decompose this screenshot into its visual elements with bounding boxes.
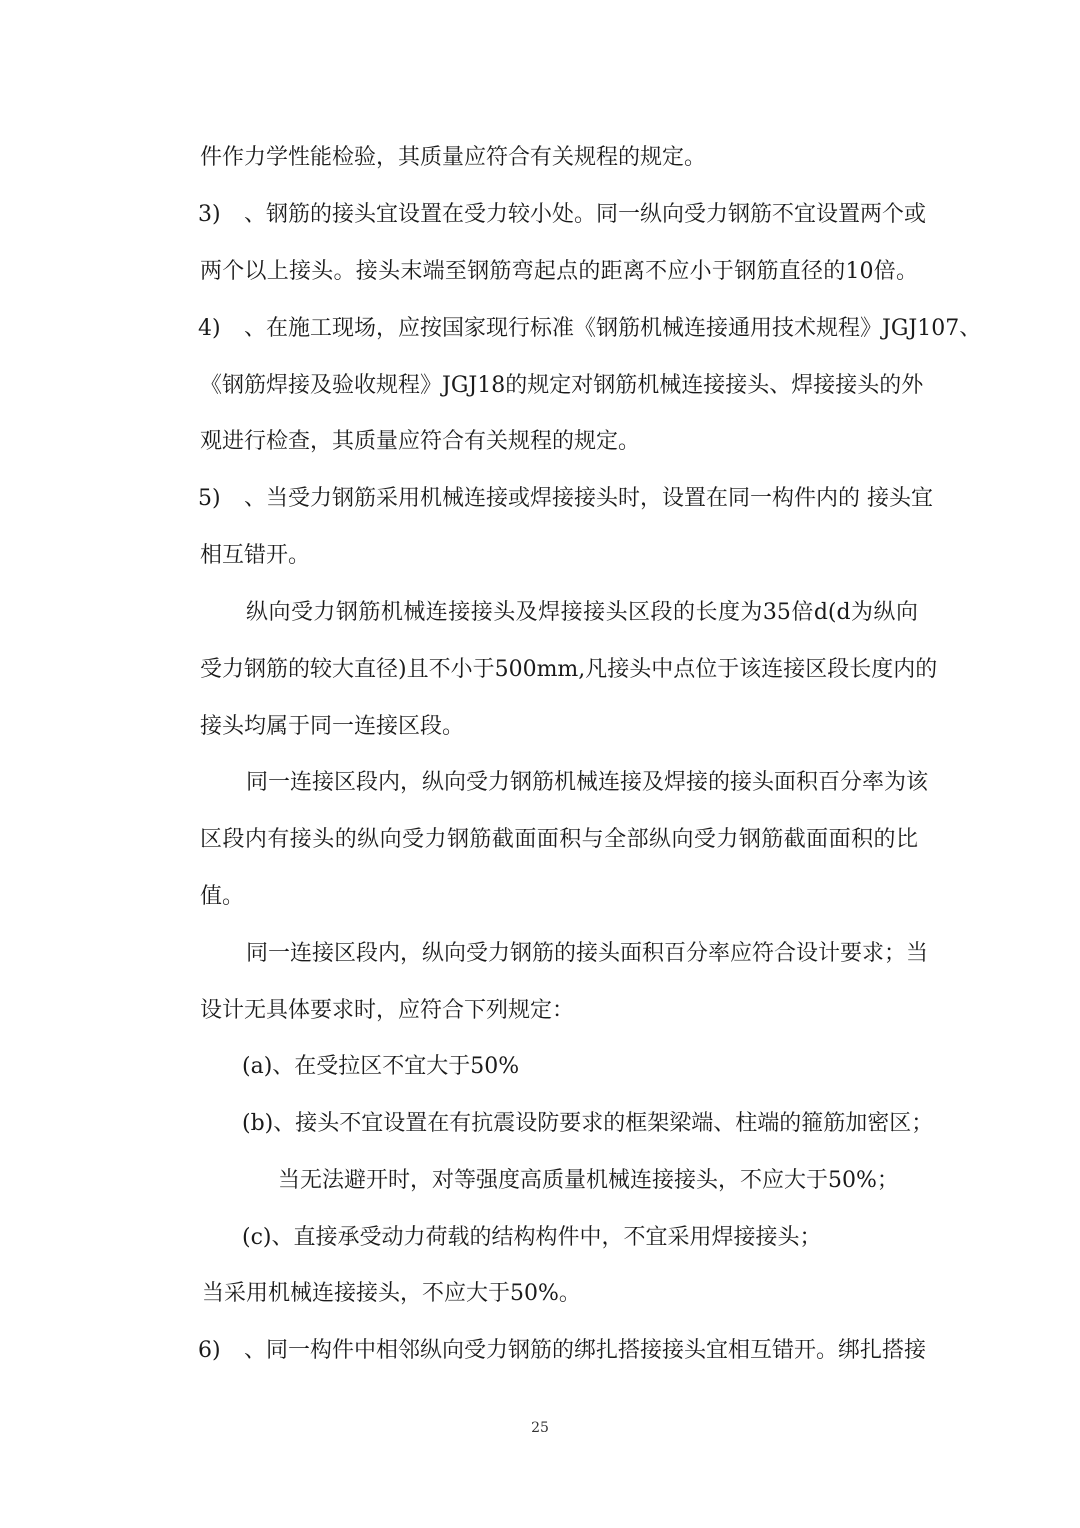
- paragraph-line: 设计无具体要求时，应符合下列规定：: [200, 998, 575, 1023]
- paragraph-line: 受力钢筋的较大直径)且不小于500mm,凡接头中点位于该连接区段长度内的: [200, 657, 938, 682]
- list-item-continuation: 当无法避开时，对等强度高质量机械连接接头，不应大于50%；: [278, 1168, 899, 1193]
- item-number: 4): [198, 316, 221, 341]
- paragraph-line: 接头均属于同一连接区段。: [200, 714, 465, 739]
- item-number: 6): [198, 1338, 221, 1363]
- paragraph-line: 件作力学性能检验，其质量应符合有关规程的规定。: [200, 145, 707, 170]
- paragraph-line: 区段内有接头的纵向受力钢筋截面面积与全部纵向受力钢筋截面面积的比: [200, 827, 918, 852]
- paragraph-line: 同一连接区段内，纵向受力钢筋的接头面积百分率应符合设计要求；当: [246, 941, 929, 966]
- item-text: 、当受力钢筋采用机械连接或焊接接头时，设置在同一构件内的 接头宜: [244, 486, 933, 511]
- item-number: 5): [198, 486, 221, 511]
- paragraph-line: 《钢筋焊接及验收规程》JGJ18的规定对钢筋机械连接接头、焊接接头的外: [200, 373, 924, 398]
- item-text: 、在施工现场，应按国家现行标准《钢筋机械连接通用技术规程》JGJ107、: [244, 316, 982, 341]
- item-text: 、同一构件中相邻纵向受力钢筋的绑扎搭接接头宜相互错开。绑扎搭接: [244, 1338, 927, 1363]
- paragraph-line: 观进行检查，其质量应符合有关规程的规定。: [200, 429, 641, 454]
- paragraph-line: 两个以上接头。接头末端至钢筋弯起点的距离不应小于钢筋直径的10倍。: [200, 259, 918, 284]
- page-number: 25: [531, 1420, 549, 1436]
- list-item: (c)、直接承受动力荷载的结构构件中，不宜采用焊接接头；: [242, 1225, 822, 1250]
- list-item: (a)、在受拉区不宜大于50%: [242, 1054, 520, 1079]
- item-text: 、钢筋的接头宜设置在受力较小处。同一纵向受力钢筋不宜设置两个或: [244, 202, 927, 227]
- paragraph-line: 同一连接区段内，纵向受力钢筋机械连接及焊接的接头面积百分率为该: [246, 770, 929, 795]
- list-item: (b)、接头不宜设置在有抗震设防要求的框架梁端、柱端的箍筋加密区；: [242, 1111, 934, 1136]
- paragraph-line: 当采用机械连接接头，不应大于50%。: [202, 1281, 581, 1306]
- paragraph-line: 值。: [200, 884, 245, 909]
- item-number: 3): [198, 202, 221, 227]
- paragraph-line: 纵向受力钢筋机械连接接头及焊接接头区段的长度为35倍d(d为纵向: [246, 600, 918, 625]
- paragraph-line: 相互错开。: [200, 543, 311, 568]
